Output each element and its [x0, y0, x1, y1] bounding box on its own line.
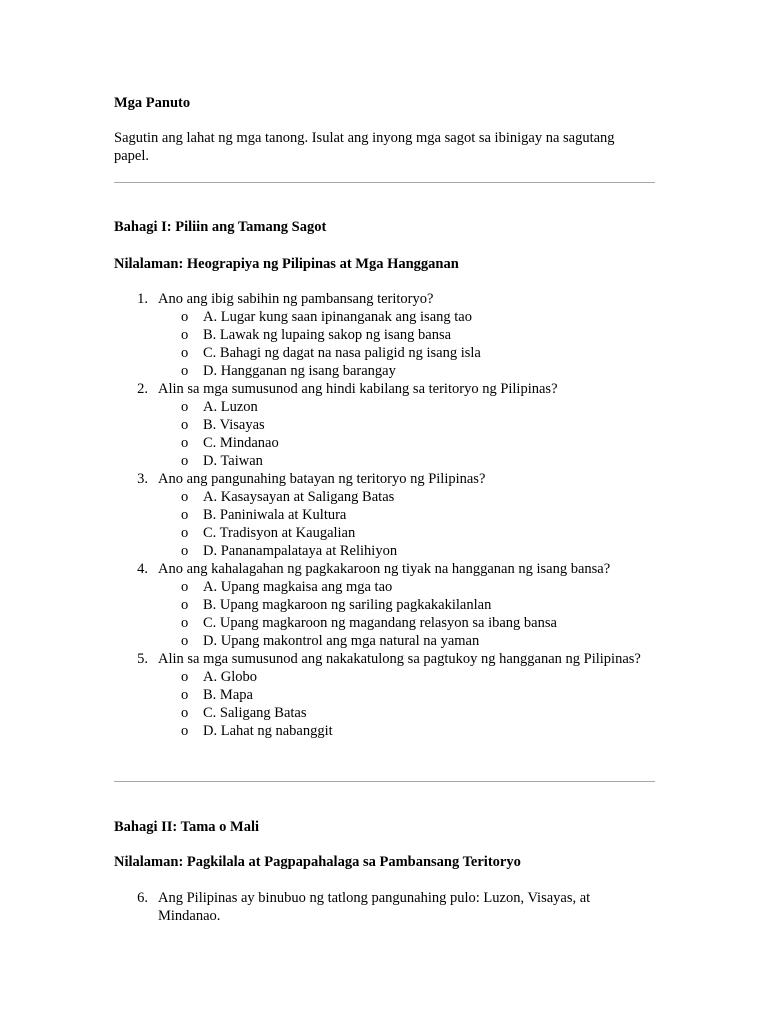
option-text: A. Luzon [203, 399, 258, 415]
option-text: C. Upang magkaroon ng magandang relasyon sa ibang bansa [203, 615, 557, 631]
question-text: Ano ang kahalagahan ng pagkakaroon ng tiyak na hangganan ng isang bansa? [158, 561, 611, 577]
option-text: C. Saligang Batas [203, 705, 307, 721]
option-item [114, 524, 656, 542]
bullet-icon: o [181, 345, 189, 361]
instructions-text: Sagutin ang lahat ng mga tanong. Isulat ang inyong mga sagot sa ibinigay na sagutang papel. [114, 130, 615, 164]
option-item [114, 542, 656, 560]
question-item [114, 380, 656, 398]
option-item [114, 344, 656, 362]
option-item [114, 488, 656, 506]
option-text: D. Taiwan [203, 453, 263, 469]
bullet-icon: o [181, 363, 189, 379]
option-text: A. Globo [203, 669, 257, 685]
option-list [114, 488, 656, 560]
part2-title: Bahagi II: Tama o Mali [114, 819, 260, 835]
bullet-icon: o [181, 489, 189, 505]
question-item [114, 889, 656, 925]
question-number: 1. [137, 291, 148, 307]
question-text: Ano ang ibig sabihin ng pambansang teritoryo? [158, 291, 434, 307]
option-text: B. Mapa [203, 687, 253, 703]
option-item [114, 614, 656, 632]
question-text: Ang Pilipinas ay binubuo ng tatlong pangunahing pulo: Luzon, Visayas, at Mindanao. [158, 890, 591, 924]
option-list [114, 308, 656, 380]
bullet-icon: o [181, 705, 189, 721]
instructions-title: Mga Panuto [114, 95, 191, 111]
question-number: 6. [137, 890, 148, 906]
part1-question-list [114, 290, 656, 740]
option-text: B. Paniniwala at Kultura [203, 507, 347, 523]
option-text: C. Mindanao [203, 435, 279, 451]
question-number: 3. [137, 471, 148, 487]
option-text: B. Visayas [203, 417, 265, 433]
option-item [114, 398, 656, 416]
option-item [114, 308, 656, 326]
option-text: A. Lugar kung saan ipinanganak ang isang tao [203, 309, 472, 325]
option-item [114, 362, 656, 380]
bullet-icon: o [181, 543, 189, 559]
option-text: A. Kasaysayan at Saligang Batas [203, 489, 395, 505]
bullet-icon: o [181, 417, 189, 433]
horizontal-divider [114, 781, 655, 782]
part1-title: Bahagi I: Piliin ang Tamang Sagot [114, 219, 327, 235]
option-item [114, 704, 656, 722]
question-item [114, 560, 656, 578]
option-item [114, 722, 656, 740]
option-list [114, 398, 656, 470]
option-text: C. Tradisyon at Kaugalian [203, 525, 356, 541]
option-text: D. Lahat ng nabanggit [203, 723, 333, 739]
bullet-icon: o [181, 327, 189, 343]
horizontal-divider [114, 182, 655, 183]
question-text: Ano ang pangunahing batayan ng teritoryo ng Pilipinas? [158, 471, 486, 487]
question-item [114, 290, 656, 308]
question-number: 5. [137, 651, 148, 667]
option-item [114, 632, 656, 650]
option-item [114, 416, 656, 434]
option-text: B. Lawak ng lupaing sakop ng isang bansa [203, 327, 452, 343]
bullet-icon: o [181, 723, 189, 739]
part1-topic: Nilalaman: Heograpiya ng Pilipinas at Mga Hangganan [114, 256, 459, 272]
option-item [114, 596, 656, 614]
option-list [114, 668, 656, 740]
bullet-icon: o [181, 687, 189, 703]
bullet-icon: o [181, 507, 189, 523]
question-text: Alin sa mga sumusunod ang nakakatulong sa pagtukoy ng hangganan ng Pilipinas? [158, 651, 641, 667]
bullet-icon: o [181, 309, 189, 325]
bullet-icon: o [181, 435, 189, 451]
option-item [114, 506, 656, 524]
option-item [114, 434, 656, 452]
bullet-icon: o [181, 615, 189, 631]
bullet-icon: o [181, 633, 189, 649]
option-text: D. Pananampalataya at Relihiyon [203, 543, 398, 559]
bullet-icon: o [181, 525, 189, 541]
question-item [114, 470, 656, 488]
bullet-icon: o [181, 579, 189, 595]
question-item [114, 650, 656, 668]
part2-topic: Nilalaman: Pagkilala at Pagpapahalaga sa Pambansang Teritoryo [114, 854, 521, 870]
bullet-icon: o [181, 453, 189, 469]
option-item [114, 452, 656, 470]
option-item [114, 668, 656, 686]
option-text: B. Upang magkaroon ng sariling pagkakakilanlan [203, 597, 492, 613]
option-item [114, 686, 656, 704]
question-number: 2. [137, 381, 148, 397]
bullet-icon: o [181, 399, 189, 415]
question-text: Alin sa mga sumusunod ang hindi kabilang sa teritoryo ng Pilipinas? [158, 381, 558, 397]
option-text: D. Hangganan ng isang barangay [203, 363, 396, 379]
option-item [114, 578, 656, 596]
option-text: D. Upang makontrol ang mga natural na yaman [203, 633, 480, 649]
question-number: 4. [137, 561, 148, 577]
option-text: A. Upang magkaisa ang mga tao [203, 579, 393, 595]
part2-question-list [114, 889, 656, 925]
option-text: C. Bahagi ng dagat na nasa paligid ng isang isla [203, 345, 481, 361]
option-item [114, 326, 656, 344]
option-list [114, 578, 656, 650]
bullet-icon: o [181, 669, 189, 685]
bullet-icon: o [181, 597, 189, 613]
